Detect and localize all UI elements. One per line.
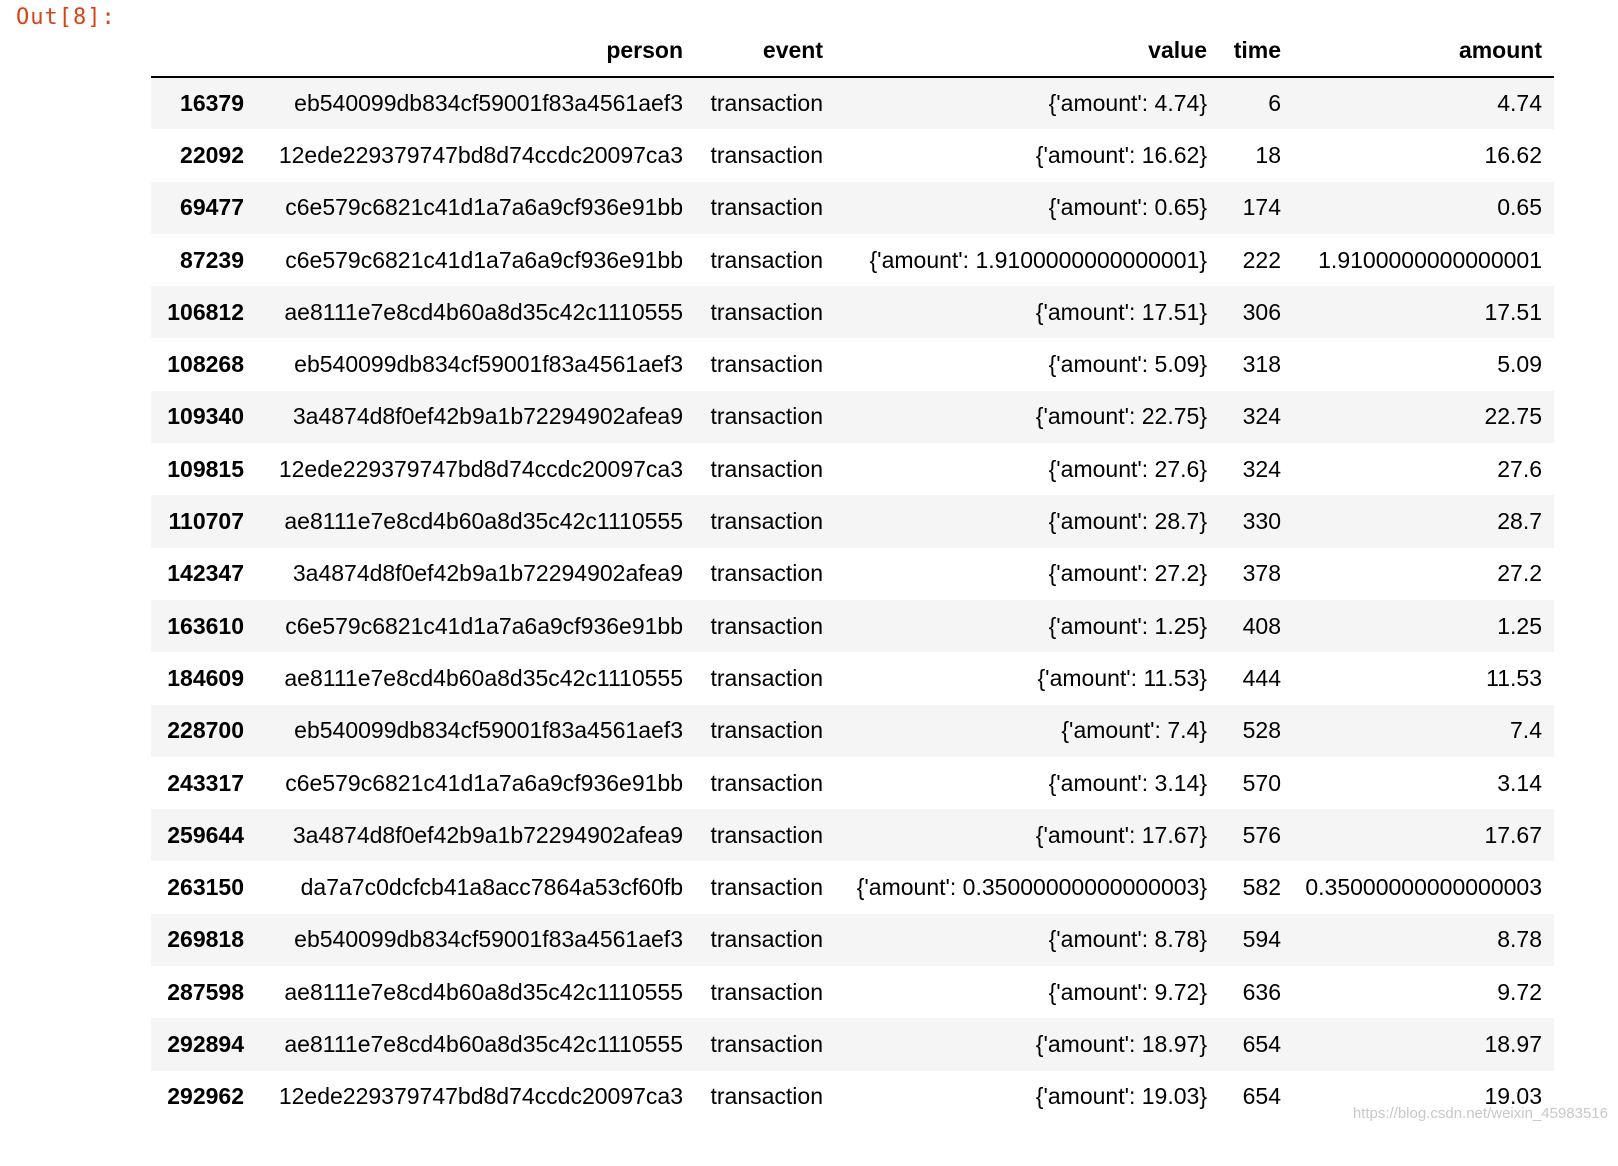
header-row	[151, 24, 1554, 77]
table-row	[151, 234, 1554, 286]
cell-event: transaction	[710, 821, 823, 848]
index-header	[151, 24, 254, 77]
cell-person: eb540099db834cf59001f83a4561aef3	[294, 90, 683, 117]
cell-amount: 0.35000000000000003	[1305, 874, 1542, 901]
cell-amount: 27.2	[1497, 560, 1542, 587]
cell-value: {'amount': 18.97}	[1035, 1030, 1207, 1057]
cell-time: 318	[1242, 351, 1281, 378]
cell-time: 576	[1242, 821, 1281, 848]
row-index: 292894	[167, 1030, 244, 1057]
table-row	[151, 129, 1554, 181]
cell-person: ae8111e7e8cd4b60a8d35c42c1110555	[284, 1030, 683, 1057]
cell-person: ae8111e7e8cd4b60a8d35c42c1110555	[284, 298, 683, 325]
row-index: 110707	[168, 508, 244, 535]
table-row	[151, 548, 1554, 600]
cell-amount: 19.03	[1484, 1083, 1542, 1110]
table-row	[151, 861, 1554, 913]
table-row	[151, 966, 1554, 1018]
cell-value: {'amount': 16.62}	[1035, 141, 1207, 168]
row-index: 263150	[167, 874, 244, 901]
cell-amount: 17.51	[1484, 298, 1542, 325]
cell-event: transaction	[710, 926, 823, 953]
table-row	[151, 914, 1554, 966]
cell-amount: 8.78	[1497, 926, 1542, 953]
cell-amount: 28.7	[1497, 508, 1542, 535]
cell-person: ae8111e7e8cd4b60a8d35c42c1110555	[284, 978, 683, 1005]
cell-amount: 1.25	[1497, 612, 1542, 639]
table-row	[151, 391, 1554, 443]
cell-time: 324	[1242, 403, 1281, 430]
cell-value: {'amount': 22.75}	[1035, 403, 1207, 430]
row-index: 243317	[167, 769, 244, 796]
cell-value: {'amount': 0.35000000000000003}	[856, 874, 1207, 901]
row-index: 269818	[167, 926, 244, 953]
cell-person: c6e579c6821c41d1a7a6a9cf936e91bb	[285, 246, 683, 273]
cell-amount: 5.09	[1497, 351, 1542, 378]
cell-person: c6e579c6821c41d1a7a6a9cf936e91bb	[285, 769, 683, 796]
row-index: 106812	[167, 298, 244, 325]
cell-event: transaction	[710, 351, 823, 378]
cell-amount: 11.53	[1486, 664, 1542, 691]
row-index: 69477	[180, 194, 244, 221]
table-row	[151, 652, 1554, 704]
cell-amount: 16.62	[1484, 141, 1542, 168]
table-row	[151, 1018, 1554, 1070]
cell-person: da7a7c0dcfcb41a8acc7864a53cf60fb	[300, 874, 683, 901]
cell-amount: 1.9100000000000001	[1318, 246, 1542, 273]
cell-event: transaction	[710, 978, 823, 1005]
cell-person: 12ede229379747bd8d74ccdc20097ca3	[278, 455, 683, 482]
row-index: 184609	[167, 664, 244, 691]
cell-value: {'amount': 1.9100000000000001}	[869, 246, 1207, 273]
row-index: 87239	[180, 246, 244, 273]
cell-person: c6e579c6821c41d1a7a6a9cf936e91bb	[285, 194, 683, 221]
cell-amount: 18.97	[1484, 1030, 1542, 1057]
cell-event: transaction	[710, 1083, 823, 1110]
watermark: https://blog.csdn.net/weixin_45983516	[1352, 1105, 1608, 1122]
row-index: 22092	[180, 141, 244, 168]
cell-value: {'amount': 17.51}	[1035, 298, 1207, 325]
cell-time: 222	[1242, 246, 1281, 273]
cell-event: transaction	[710, 560, 823, 587]
cell-value: {'amount': 27.6}	[1048, 455, 1207, 482]
cell-event: transaction	[710, 1030, 823, 1057]
cell-amount: 0.65	[1497, 194, 1542, 221]
cell-event: transaction	[710, 141, 823, 168]
cell-event: transaction	[710, 90, 823, 117]
row-index: 109340	[167, 403, 244, 430]
cell-amount: 4.74	[1497, 90, 1542, 117]
cell-time: 582	[1242, 874, 1281, 901]
column-header-person: person	[254, 24, 695, 77]
table-row	[151, 443, 1554, 495]
cell-time: 528	[1242, 717, 1281, 744]
row-index: 259644	[167, 821, 244, 848]
column-header-value: value	[835, 24, 1219, 77]
cell-value: {'amount': 19.03}	[1035, 1083, 1207, 1110]
cell-event: transaction	[710, 612, 823, 639]
row-index: 228700	[167, 717, 244, 744]
dataframe-table	[151, 24, 1554, 1123]
cell-value: {'amount': 11.53}	[1037, 664, 1207, 691]
table-row	[151, 757, 1554, 809]
cell-value: {'amount': 8.78}	[1048, 926, 1207, 953]
row-index: 109815	[167, 455, 244, 482]
cell-time: 408	[1242, 612, 1281, 639]
cell-amount: 7.4	[1510, 717, 1542, 744]
table-row	[151, 182, 1554, 234]
cell-amount: 3.14	[1497, 769, 1542, 796]
cell-time: 18	[1255, 141, 1281, 168]
cell-time: 444	[1242, 664, 1281, 691]
column-header-time: time	[1219, 24, 1293, 77]
cell-time: 570	[1242, 769, 1281, 796]
cell-person: ae8111e7e8cd4b60a8d35c42c1110555	[284, 508, 683, 535]
cell-event: transaction	[710, 769, 823, 796]
cell-value: {'amount': 17.67}	[1035, 821, 1207, 848]
cell-person: c6e579c6821c41d1a7a6a9cf936e91bb	[285, 612, 683, 639]
cell-value: {'amount': 27.2}	[1048, 560, 1207, 587]
cell-value: {'amount': 4.74}	[1048, 90, 1207, 117]
cell-event: transaction	[710, 717, 823, 744]
cell-value: {'amount': 9.72}	[1048, 978, 1207, 1005]
row-index: 108268	[167, 351, 244, 378]
table-row	[151, 809, 1554, 861]
column-header-event: event	[695, 24, 835, 77]
table-row	[151, 77, 1554, 129]
cell-event: transaction	[710, 664, 823, 691]
cell-time: 330	[1242, 508, 1281, 535]
cell-event: transaction	[710, 246, 823, 273]
dataframe-output	[151, 24, 1554, 1123]
cell-event: transaction	[710, 508, 823, 535]
cell-time: 654	[1242, 1083, 1281, 1110]
table-row	[151, 600, 1554, 652]
table-body	[151, 77, 1554, 1123]
cell-person: 3a4874d8f0ef42b9a1b72294902afea9	[292, 560, 683, 587]
cell-time: 306	[1242, 298, 1281, 325]
cell-person: eb540099db834cf59001f83a4561aef3	[294, 351, 683, 378]
cell-person: 12ede229379747bd8d74ccdc20097ca3	[278, 1083, 683, 1110]
cell-person: 12ede229379747bd8d74ccdc20097ca3	[278, 141, 683, 168]
table-row	[151, 338, 1554, 390]
cell-event: transaction	[710, 194, 823, 221]
cell-time: 6	[1268, 90, 1281, 117]
row-index: 142347	[167, 560, 244, 587]
cell-amount: 9.72	[1497, 978, 1542, 1005]
cell-event: transaction	[710, 455, 823, 482]
cell-person: eb540099db834cf59001f83a4561aef3	[294, 717, 683, 744]
cell-person: 3a4874d8f0ef42b9a1b72294902afea9	[292, 821, 683, 848]
cell-value: {'amount': 3.14}	[1048, 769, 1207, 796]
row-index: 16379	[180, 90, 244, 117]
cell-time: 378	[1242, 560, 1281, 587]
cell-time: 174	[1242, 194, 1281, 221]
cell-value: {'amount': 28.7}	[1048, 508, 1207, 535]
table-row	[151, 1071, 1554, 1123]
cell-value: {'amount': 1.25}	[1048, 612, 1207, 639]
row-index: 163610	[167, 612, 244, 639]
cell-amount: 22.75	[1484, 403, 1542, 430]
table-row	[151, 705, 1554, 757]
cell-person: ae8111e7e8cd4b60a8d35c42c1110555	[284, 664, 683, 691]
column-header-amount: amount	[1293, 24, 1554, 77]
cell-amount: 17.67	[1484, 821, 1542, 848]
cell-event: transaction	[710, 298, 823, 325]
cell-value: {'amount': 7.4}	[1061, 717, 1207, 744]
cell-time: 654	[1242, 1030, 1281, 1057]
cell-event: transaction	[710, 403, 823, 430]
cell-value: {'amount': 5.09}	[1048, 351, 1207, 378]
cell-value: {'amount': 0.65}	[1048, 194, 1207, 221]
cell-event: transaction	[710, 874, 823, 901]
cell-amount: 27.6	[1497, 455, 1542, 482]
cell-person: eb540099db834cf59001f83a4561aef3	[294, 926, 683, 953]
table-row	[151, 495, 1554, 547]
output-prompt: Out[8]:	[16, 5, 116, 30]
cell-time: 324	[1242, 455, 1281, 482]
row-index: 292962	[167, 1083, 244, 1110]
cell-time: 636	[1242, 978, 1281, 1005]
cell-person: 3a4874d8f0ef42b9a1b72294902afea9	[292, 403, 683, 430]
row-index: 287598	[167, 978, 244, 1005]
table-row	[151, 286, 1554, 338]
cell-time: 594	[1242, 926, 1281, 953]
